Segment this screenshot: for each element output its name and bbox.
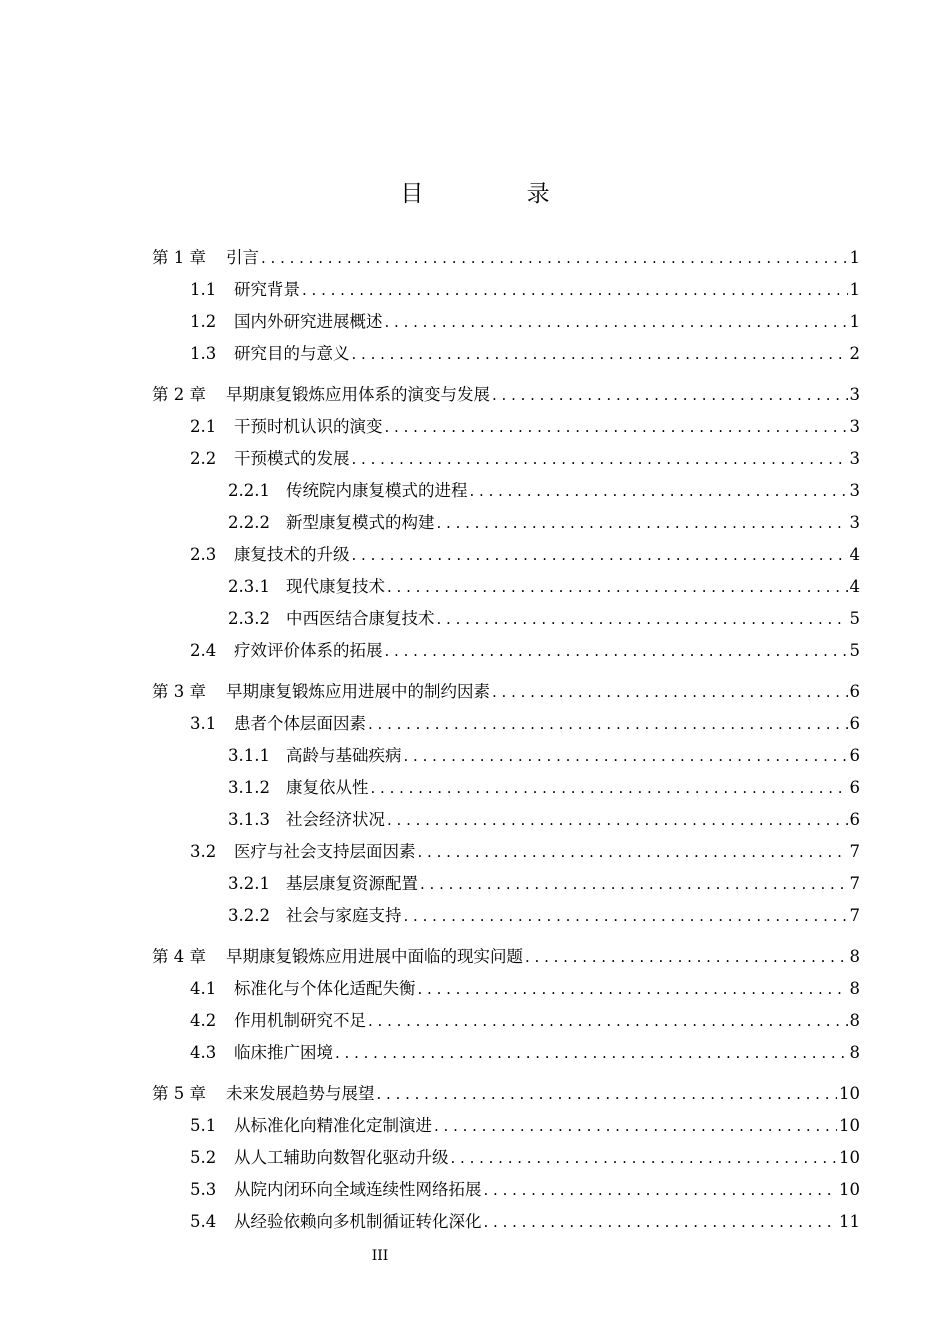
toc-chapter-entry[interactable] xyxy=(152,1081,860,1107)
toc-entry-number: 4.1 xyxy=(190,979,217,998)
toc-entry-page: 7 xyxy=(849,874,860,893)
toc-dot-leader xyxy=(492,679,848,705)
toc-entry-title: 新型康复模式的构建 xyxy=(286,513,435,532)
toc-entry-page: 3 xyxy=(849,449,860,468)
toc-dot-leader xyxy=(437,510,848,536)
toc-entry-title: 从经验依赖向多机制循证转化深化 xyxy=(234,1212,482,1231)
toc-section-entry[interactable] xyxy=(190,839,860,865)
toc-entry-page: 4 xyxy=(849,545,860,564)
toc-section-entry[interactable] xyxy=(190,638,860,664)
page-title: 目 录 xyxy=(400,181,598,207)
toc-entry-number: 2.1 xyxy=(190,417,217,436)
toc-entry-title: 干预时机认识的演变 xyxy=(234,417,383,436)
toc-section-entry[interactable] xyxy=(190,446,860,472)
toc-dot-leader xyxy=(470,478,848,504)
toc-dot-leader xyxy=(434,1113,837,1139)
toc-entry-number: 5.1 xyxy=(190,1116,217,1135)
toc-dot-leader xyxy=(525,944,848,970)
toc-entry-title: 从标准化向精准化定制演进 xyxy=(234,1116,432,1135)
toc-section-entry[interactable] xyxy=(190,1177,860,1203)
toc-entry-title: 从人工辅助向数智化驱动升级 xyxy=(234,1148,449,1167)
toc-entry-title: 医疗与社会支持层面因素 xyxy=(234,842,416,861)
toc-dot-leader xyxy=(352,542,848,568)
toc-entry-number: 3.1 xyxy=(190,714,217,733)
toc-section-entry[interactable] xyxy=(190,309,860,335)
toc-entry-number: 3.1.3 xyxy=(228,810,270,829)
toc-entry-title: 研究背景 xyxy=(234,280,300,299)
toc-entry-page: 3 xyxy=(849,481,860,500)
toc-dot-leader xyxy=(387,574,848,600)
toc-entry-title: 作用机制研究不足 xyxy=(234,1011,366,1030)
toc-entry-number: 第 1 章 xyxy=(152,248,206,267)
toc-section-entry[interactable] xyxy=(190,414,860,440)
toc-dot-leader xyxy=(368,711,848,737)
toc-entry-number: 2.2 xyxy=(190,449,217,468)
toc-entry-number: 2.3.1 xyxy=(228,577,270,596)
toc-entry-title: 高龄与基础疾病 xyxy=(286,746,402,765)
toc-entry-page: 6 xyxy=(849,778,860,797)
toc-entry-title: 患者个体层面因素 xyxy=(234,714,366,733)
toc-dot-leader xyxy=(420,871,848,897)
toc-section-entry[interactable] xyxy=(190,711,860,737)
toc-entry-page: 6 xyxy=(849,714,860,733)
toc-entry-page: 8 xyxy=(849,1043,860,1062)
toc-chapter-entry[interactable] xyxy=(152,679,860,705)
toc-section-entry[interactable] xyxy=(190,1008,860,1034)
toc-entry-title: 社会与家庭支持 xyxy=(286,906,402,925)
toc-entry-title: 从院内闭环向全域连续性网络拓展 xyxy=(234,1180,482,1199)
toc-section-entry[interactable] xyxy=(228,574,860,600)
toc-entry-number: 4.3 xyxy=(190,1043,217,1062)
toc-chapter-entry[interactable] xyxy=(152,245,860,271)
toc-entry-number: 3.2 xyxy=(190,842,217,861)
toc-entry-number: 第 2 章 xyxy=(152,385,206,404)
toc-dot-leader xyxy=(418,839,848,865)
toc-entry-title: 干预模式的发展 xyxy=(234,449,350,468)
toc-section-entry[interactable] xyxy=(190,341,860,367)
toc-dot-leader xyxy=(404,903,848,929)
toc-dot-leader xyxy=(451,1145,838,1171)
toc-entry-number: 5.4 xyxy=(190,1212,217,1231)
toc-dot-leader xyxy=(385,309,848,335)
toc-entry-number: 2.2.1 xyxy=(228,481,270,500)
toc-entry-title: 康复依从性 xyxy=(286,778,369,797)
toc-entry-page: 11 xyxy=(839,1212,860,1231)
toc-entry-title: 临床推广困境 xyxy=(234,1043,333,1062)
toc-entry-number: 2.3 xyxy=(190,545,217,564)
toc-entry-title: 研究目的与意义 xyxy=(234,344,350,363)
toc-entry-title: 标准化与个体化适配失衡 xyxy=(234,979,416,998)
toc-section-entry[interactable] xyxy=(190,1040,860,1066)
toc-section-entry[interactable] xyxy=(190,1145,860,1171)
toc-section-entry[interactable] xyxy=(228,775,860,801)
toc-section-entry[interactable] xyxy=(190,542,860,568)
toc-entry-title: 康复技术的升级 xyxy=(234,545,350,564)
toc-entry-title: 现代康复技术 xyxy=(286,577,385,596)
toc-dot-leader xyxy=(418,976,848,1002)
toc-entry-page: 1 xyxy=(849,248,860,267)
toc-dot-leader xyxy=(385,638,848,664)
toc-entry-title: 传统院内康复模式的进程 xyxy=(286,481,468,500)
toc-entry-title: 社会经济状况 xyxy=(286,810,385,829)
toc-entry-page: 10 xyxy=(839,1116,860,1135)
toc-entry-number: 3.1.2 xyxy=(228,778,270,797)
toc-entry-page: 10 xyxy=(839,1180,860,1199)
toc-entry-number: 3.2.1 xyxy=(228,874,270,893)
toc-entry-title: 中西医结合康复技术 xyxy=(286,609,435,628)
toc-dot-leader xyxy=(302,277,848,303)
toc-section-entry[interactable] xyxy=(228,871,860,897)
toc-entry-page: 6 xyxy=(849,682,860,701)
toc-entry-page: 1 xyxy=(849,312,860,331)
toc-entry-page: 2 xyxy=(849,344,860,363)
toc-entry-title: 未来发展趋势与展望 xyxy=(226,1084,375,1103)
toc-entry-number: 5.3 xyxy=(190,1180,217,1199)
toc-dot-leader xyxy=(492,382,848,408)
toc-entry-page: 7 xyxy=(849,906,860,925)
toc-dot-leader xyxy=(437,606,848,632)
toc-chapter-entry[interactable] xyxy=(152,944,860,970)
toc-entry-title: 疗效评价体系的拓展 xyxy=(234,641,383,660)
toc-section-entry[interactable] xyxy=(190,1113,860,1139)
toc-entry-page: 7 xyxy=(849,842,860,861)
toc-entry-title: 早期康复锻炼应用进展中面临的现实问题 xyxy=(226,947,523,966)
toc-entry-number: 1.2 xyxy=(190,312,217,331)
toc-dot-leader xyxy=(484,1177,838,1203)
toc-entry-number: 3.1.1 xyxy=(228,746,270,765)
toc-section-entry[interactable] xyxy=(228,606,860,632)
toc-dot-leader xyxy=(352,341,848,367)
toc-entry-page: 8 xyxy=(849,947,860,966)
toc-entry-page: 5 xyxy=(849,641,860,660)
toc-entry-number: 第 3 章 xyxy=(152,682,206,701)
toc-entry-page: 8 xyxy=(849,979,860,998)
toc-entry-page: 3 xyxy=(849,513,860,532)
toc-entry-page: 6 xyxy=(849,810,860,829)
toc-dot-leader xyxy=(387,807,848,833)
toc-dot-leader xyxy=(335,1040,848,1066)
toc-entry-number: 5.2 xyxy=(190,1148,217,1167)
toc-entry-page: 3 xyxy=(849,417,860,436)
toc-entry-page: 4 xyxy=(849,577,860,596)
toc-entry-page: 8 xyxy=(849,1011,860,1030)
toc-dot-leader xyxy=(377,1081,838,1107)
page-number: III xyxy=(371,1248,389,1264)
toc-entry-title: 早期康复锻炼应用进展中的制约因素 xyxy=(226,682,490,701)
toc-chapter-entry[interactable] xyxy=(152,382,860,408)
toc-entry-page: 1 xyxy=(849,280,860,299)
toc-section-entry[interactable] xyxy=(190,976,860,1002)
toc-section-entry[interactable] xyxy=(228,903,860,929)
toc-section-entry[interactable] xyxy=(228,743,860,769)
toc-entry-title: 早期康复锻炼应用体系的演变与发展 xyxy=(226,385,490,404)
toc-dot-leader xyxy=(261,245,848,271)
toc-entry-title: 基层康复资源配置 xyxy=(286,874,418,893)
toc-dot-leader xyxy=(484,1209,838,1235)
toc-entry-number: 4.2 xyxy=(190,1011,217,1030)
toc-entry-page: 6 xyxy=(849,746,860,765)
toc-entry-page: 5 xyxy=(849,609,860,628)
toc-section-entry[interactable] xyxy=(228,478,860,504)
toc-entry-page: 3 xyxy=(849,385,860,404)
toc-entry-number: 1.1 xyxy=(190,280,217,299)
toc-entry-number: 1.3 xyxy=(190,344,217,363)
toc-entry-number: 3.2.2 xyxy=(228,906,270,925)
toc-dot-leader xyxy=(371,775,848,801)
toc-section-entry[interactable] xyxy=(228,510,860,536)
toc-section-entry[interactable] xyxy=(228,807,860,833)
toc-entry-number: 第 5 章 xyxy=(152,1084,206,1103)
toc-entry-number: 2.4 xyxy=(190,641,217,660)
toc-dot-leader xyxy=(352,446,848,472)
toc-entry-title: 引言 xyxy=(226,248,259,267)
toc-section-entry[interactable] xyxy=(190,1209,860,1235)
toc-entry-number: 2.3.2 xyxy=(228,609,270,628)
toc-dot-leader xyxy=(368,1008,848,1034)
toc-entry-page: 10 xyxy=(839,1148,860,1167)
toc-entry-number: 第 4 章 xyxy=(152,947,206,966)
toc-dot-leader xyxy=(404,743,848,769)
toc-dot-leader xyxy=(385,414,848,440)
toc-section-entry[interactable] xyxy=(190,277,860,303)
toc-entry-page: 10 xyxy=(839,1084,860,1103)
toc-entry-title: 国内外研究进展概述 xyxy=(234,312,383,331)
toc-entry-number: 2.2.2 xyxy=(228,513,270,532)
